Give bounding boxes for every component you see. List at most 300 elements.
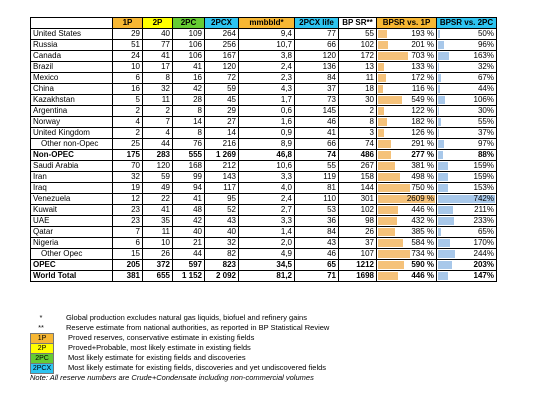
bar-value-label: 106% bbox=[473, 95, 494, 104]
table-row bbox=[31, 73, 497, 84]
table-row bbox=[31, 216, 497, 227]
cell-1p: 16 bbox=[113, 84, 143, 95]
cell-2p: 2 bbox=[143, 106, 173, 117]
header-row bbox=[31, 18, 497, 29]
cell-1p: 10 bbox=[113, 62, 143, 73]
data-bar bbox=[438, 41, 444, 49]
bar-value-label: 446 % bbox=[411, 205, 434, 214]
cell-2p: 59 bbox=[143, 172, 173, 183]
data-bar bbox=[378, 85, 383, 93]
note-marker: ** bbox=[38, 323, 44, 332]
cell-bpsr-vs-2pc bbox=[437, 172, 497, 183]
cell-mmbbld: 2,3 bbox=[239, 73, 295, 84]
cell-country: OPEC bbox=[31, 260, 113, 271]
cell-2pcx-life: 84 bbox=[295, 227, 339, 238]
note-marker: * bbox=[39, 313, 43, 322]
cell-2p: 77 bbox=[143, 40, 173, 51]
cell-bpsr-vs-2pc bbox=[437, 117, 497, 128]
cell-mmbbld: 1,7 bbox=[239, 95, 295, 106]
cell-bpsr-vs-2pc bbox=[437, 128, 497, 139]
table-row bbox=[31, 161, 497, 172]
cell-country: Venezuela bbox=[31, 194, 113, 205]
cell-country: Saudi Arabia bbox=[31, 161, 113, 172]
cell-2pcx-life: 120 bbox=[295, 51, 339, 62]
cell-2pcx-life: 55 bbox=[295, 161, 339, 172]
cell-1p: 24 bbox=[113, 51, 143, 62]
cell-2p: 22 bbox=[143, 194, 173, 205]
cell-bpsr-vs-1p bbox=[377, 194, 437, 205]
bar-value-label: 37% bbox=[477, 128, 494, 137]
cell-2pcx: 32 bbox=[205, 238, 239, 249]
cell-2pc: 168 bbox=[173, 161, 205, 172]
cell-2pc: 14 bbox=[173, 117, 205, 128]
cell-country: Norway bbox=[31, 117, 113, 128]
bar-value-label: 172 % bbox=[411, 73, 434, 82]
cell-bpsr-vs-2pc bbox=[437, 51, 497, 62]
cell-1p: 23 bbox=[113, 205, 143, 216]
cell-mmbbld: 8,9 bbox=[239, 139, 295, 150]
header-bpsr-vs-2pc: BPSR vs. 2PC bbox=[437, 18, 497, 29]
cell-mmbbld: 0,9 bbox=[239, 128, 295, 139]
data-bar bbox=[378, 206, 398, 214]
cell-2pc: 21 bbox=[173, 238, 205, 249]
bar-value-label: 32% bbox=[477, 62, 494, 71]
cell-bp-sr: 486 bbox=[339, 150, 377, 161]
table-row bbox=[31, 194, 497, 205]
cell-2pc: 40 bbox=[173, 227, 205, 238]
cell-2pcx: 95 bbox=[205, 194, 239, 205]
cell-bpsr-vs-1p bbox=[377, 106, 437, 117]
data-bar bbox=[378, 140, 391, 148]
cell-2pc: 597 bbox=[173, 260, 205, 271]
data-bar bbox=[438, 140, 444, 148]
bar-value-label: 233% bbox=[473, 216, 494, 225]
bar-value-label: 30% bbox=[477, 106, 494, 115]
cell-2pc: 109 bbox=[173, 29, 205, 40]
bar-value-label: 97% bbox=[477, 139, 494, 148]
data-bar bbox=[378, 30, 387, 38]
cell-2p: 372 bbox=[143, 260, 173, 271]
cell-2pcx: 59 bbox=[205, 84, 239, 95]
header-2p: 2P bbox=[143, 18, 173, 29]
note-row bbox=[30, 363, 329, 373]
table-row bbox=[31, 117, 497, 128]
cell-2p: 655 bbox=[143, 271, 173, 282]
cell-bpsr-vs-1p bbox=[377, 29, 437, 40]
data-bar bbox=[438, 151, 443, 159]
cell-mmbbld: 3,8 bbox=[239, 51, 295, 62]
cell-mmbbld: 34,5 bbox=[239, 260, 295, 271]
note-text: Most likely estimate for existing fields and discoveries bbox=[68, 353, 246, 362]
note-row bbox=[30, 343, 329, 353]
data-bar bbox=[438, 129, 439, 137]
cell-2pcx: 72 bbox=[205, 73, 239, 84]
cell-2pc: 555 bbox=[173, 150, 205, 161]
bar-value-label: 193 % bbox=[411, 29, 434, 38]
cell-2pcx: 52 bbox=[205, 205, 239, 216]
cell-1p: 15 bbox=[113, 249, 143, 260]
cell-bp-sr: 37 bbox=[339, 238, 377, 249]
cell-mmbbld: 4,0 bbox=[239, 183, 295, 194]
table-row bbox=[31, 271, 497, 282]
cell-bpsr-vs-2pc bbox=[437, 95, 497, 106]
header-bp-sr: BP SR** bbox=[339, 18, 377, 29]
table-row bbox=[31, 260, 497, 271]
cell-country: Qatar bbox=[31, 227, 113, 238]
cell-bpsr-vs-2pc bbox=[437, 183, 497, 194]
data-bar bbox=[378, 118, 387, 126]
cell-2pcx: 45 bbox=[205, 95, 239, 106]
cell-mmbbld: 2,0 bbox=[239, 238, 295, 249]
cell-2pc: 44 bbox=[173, 249, 205, 260]
bar-value-label: 44% bbox=[477, 84, 494, 93]
note-row bbox=[30, 353, 329, 363]
cell-mmbbld: 3,3 bbox=[239, 216, 295, 227]
cell-country: United States bbox=[31, 29, 113, 40]
data-bar bbox=[438, 217, 454, 225]
cell-country: Brazil bbox=[31, 62, 113, 73]
cell-bpsr-vs-2pc bbox=[437, 139, 497, 150]
data-bar bbox=[378, 272, 398, 280]
bar-value-label: 170% bbox=[473, 238, 494, 247]
cell-2pcx-life: 119 bbox=[295, 172, 339, 183]
bar-value-label: 182 % bbox=[411, 117, 434, 126]
cell-2pcx-life: 36 bbox=[295, 216, 339, 227]
cell-2pc: 99 bbox=[173, 172, 205, 183]
cell-bpsr-vs-2pc bbox=[437, 227, 497, 238]
table-row bbox=[31, 62, 497, 73]
bar-value-label: 750 % bbox=[411, 183, 434, 192]
bar-value-label: 703 % bbox=[411, 51, 434, 60]
cell-2pc: 42 bbox=[173, 84, 205, 95]
bar-value-label: 159% bbox=[473, 172, 494, 181]
cell-2p: 11 bbox=[143, 227, 173, 238]
cell-bp-sr: 98 bbox=[339, 216, 377, 227]
cell-1p: 2 bbox=[113, 128, 143, 139]
data-bar bbox=[438, 118, 441, 126]
cell-bpsr-vs-2pc bbox=[437, 62, 497, 73]
bar-value-label: 446 % bbox=[411, 271, 434, 280]
cell-2pcx-life: 84 bbox=[295, 73, 339, 84]
cell-bpsr-vs-2pc bbox=[437, 194, 497, 205]
bar-value-label: 2609 % bbox=[406, 194, 434, 203]
cell-bpsr-vs-1p bbox=[377, 172, 437, 183]
table-row bbox=[31, 84, 497, 95]
cell-bp-sr: 144 bbox=[339, 183, 377, 194]
cell-2pcx: 212 bbox=[205, 161, 239, 172]
bar-value-label: 584 % bbox=[411, 238, 434, 247]
cell-bpsr-vs-1p bbox=[377, 51, 437, 62]
cell-bp-sr: 3 bbox=[339, 128, 377, 139]
cell-2pcx-life: 37 bbox=[295, 84, 339, 95]
cell-2pcx-life: 53 bbox=[295, 205, 339, 216]
data-bar bbox=[438, 184, 448, 192]
data-bar bbox=[378, 74, 386, 82]
cell-2p: 8 bbox=[143, 73, 173, 84]
cell-country: Canada bbox=[31, 51, 113, 62]
legend-notes bbox=[30, 313, 329, 383]
data-bar bbox=[438, 272, 448, 280]
data-bar bbox=[378, 173, 400, 181]
cell-2pcx: 167 bbox=[205, 51, 239, 62]
cell-country: Other Opec bbox=[31, 249, 113, 260]
data-bar bbox=[438, 63, 439, 71]
bar-value-label: 65% bbox=[477, 227, 494, 236]
cell-mmbbld: 10,6 bbox=[239, 161, 295, 172]
cell-bpsr-vs-1p bbox=[377, 84, 437, 95]
cell-bpsr-vs-1p bbox=[377, 62, 437, 73]
cell-2pcx: 823 bbox=[205, 260, 239, 271]
cell-2pcx-life: 145 bbox=[295, 106, 339, 117]
cell-bp-sr: 18 bbox=[339, 84, 377, 95]
cell-2pcx: 143 bbox=[205, 172, 239, 183]
legend-swatch: 1P bbox=[30, 333, 54, 344]
cell-bpsr-vs-1p bbox=[377, 271, 437, 282]
cell-country: Nigeria bbox=[31, 238, 113, 249]
cell-2pcx: 120 bbox=[205, 62, 239, 73]
cell-mmbbld: 9,4 bbox=[239, 29, 295, 40]
cell-2pcx-life: 136 bbox=[295, 62, 339, 73]
bar-value-label: 549 % bbox=[411, 95, 434, 104]
cell-2pcx-life: 74 bbox=[295, 150, 339, 161]
bar-value-label: 381 % bbox=[411, 161, 434, 170]
cell-bp-sr: 301 bbox=[339, 194, 377, 205]
table-row bbox=[31, 40, 497, 51]
header-country bbox=[31, 18, 113, 29]
note-row bbox=[30, 313, 329, 323]
cell-country: China bbox=[31, 84, 113, 95]
bar-value-label: 590 % bbox=[411, 260, 434, 269]
cell-2pc: 41 bbox=[173, 194, 205, 205]
bar-value-label: 88% bbox=[477, 150, 494, 159]
cell-mmbbld: 2,4 bbox=[239, 194, 295, 205]
note-text: Proved+Probable, most likely estimate in existing fields bbox=[68, 343, 251, 352]
cell-country: UAE bbox=[31, 216, 113, 227]
header-2pc: 2PC bbox=[173, 18, 205, 29]
cell-bpsr-vs-1p bbox=[377, 128, 437, 139]
cell-2pcx: 216 bbox=[205, 139, 239, 150]
bar-value-label: 96% bbox=[477, 40, 494, 49]
note-text: Reserve estimate from national authorities, as reported in BP Statistical Review bbox=[66, 323, 330, 332]
bar-value-label: 163% bbox=[473, 51, 494, 60]
cell-2pc: 8 bbox=[173, 106, 205, 117]
cell-country: Mexico bbox=[31, 73, 113, 84]
cell-2pcx: 2 092 bbox=[205, 271, 239, 282]
data-bar bbox=[438, 85, 440, 93]
cell-bpsr-vs-2pc bbox=[437, 260, 497, 271]
cell-mmbbld: 46,8 bbox=[239, 150, 295, 161]
data-bar bbox=[378, 162, 395, 170]
cell-bp-sr: 74 bbox=[339, 139, 377, 150]
data-bar bbox=[378, 129, 384, 137]
table-row bbox=[31, 227, 497, 238]
cell-1p: 70 bbox=[113, 161, 143, 172]
cell-bp-sr: 8 bbox=[339, 117, 377, 128]
data-bar bbox=[438, 228, 441, 236]
cell-country: Iran bbox=[31, 172, 113, 183]
cell-2p: 35 bbox=[143, 216, 173, 227]
note-text: Global production excludes natural gas liquids, biofuel and refinery gains bbox=[66, 313, 307, 322]
bar-value-label: 734 % bbox=[411, 249, 434, 258]
table-row bbox=[31, 106, 497, 117]
cell-2p: 7 bbox=[143, 117, 173, 128]
cell-bp-sr: 30 bbox=[339, 95, 377, 106]
header-1p: 1P bbox=[113, 18, 143, 29]
cell-bpsr-vs-2pc bbox=[437, 238, 497, 249]
bar-value-label: 291 % bbox=[411, 139, 434, 148]
data-bar bbox=[378, 217, 397, 225]
cell-2pcx: 82 bbox=[205, 249, 239, 260]
table-row bbox=[31, 238, 497, 249]
data-bar bbox=[438, 52, 449, 60]
data-bar bbox=[378, 239, 403, 247]
cell-bpsr-vs-2pc bbox=[437, 84, 497, 95]
cell-2p: 283 bbox=[143, 150, 173, 161]
bar-value-label: 126 % bbox=[411, 128, 434, 137]
cell-2p: 41 bbox=[143, 51, 173, 62]
cell-bp-sr: 1212 bbox=[339, 260, 377, 271]
cell-2pcx-life: 71 bbox=[295, 271, 339, 282]
bar-value-label: 211% bbox=[474, 205, 494, 214]
cell-bpsr-vs-1p bbox=[377, 249, 437, 260]
cell-2pcx-life: 46 bbox=[295, 249, 339, 260]
cell-country: Argentina bbox=[31, 106, 113, 117]
cell-2pc: 41 bbox=[173, 62, 205, 73]
bar-value-label: 67% bbox=[477, 73, 494, 82]
table-row bbox=[31, 29, 497, 40]
table-row bbox=[31, 150, 497, 161]
cell-2pc: 1 152 bbox=[173, 271, 205, 282]
cell-mmbbld: 2,7 bbox=[239, 205, 295, 216]
cell-bpsr-vs-2pc bbox=[437, 249, 497, 260]
cell-country: Non-OPEC bbox=[31, 150, 113, 161]
cell-bpsr-vs-1p bbox=[377, 216, 437, 227]
data-bar bbox=[438, 239, 450, 247]
bar-value-label: 122 % bbox=[411, 106, 434, 115]
data-bar bbox=[438, 30, 440, 38]
cell-2p: 41 bbox=[143, 205, 173, 216]
data-bar bbox=[438, 96, 445, 104]
cell-mmbbld: 0,6 bbox=[239, 106, 295, 117]
header-bpsr-vs-1p: BPSR vs. 1P bbox=[377, 18, 437, 29]
cell-bp-sr: 26 bbox=[339, 227, 377, 238]
cell-country: Iraq bbox=[31, 183, 113, 194]
cell-country: Kazakhstan bbox=[31, 95, 113, 106]
cell-2p: 120 bbox=[143, 161, 173, 172]
cell-1p: 19 bbox=[113, 183, 143, 194]
cell-bpsr-vs-1p bbox=[377, 117, 437, 128]
data-bar bbox=[378, 96, 402, 104]
cell-2pcx: 264 bbox=[205, 29, 239, 40]
cell-bpsr-vs-2pc bbox=[437, 216, 497, 227]
cell-2pc: 16 bbox=[173, 73, 205, 84]
cell-1p: 205 bbox=[113, 260, 143, 271]
cell-2pcx: 29 bbox=[205, 106, 239, 117]
cell-bpsr-vs-1p bbox=[377, 183, 437, 194]
cell-2pc: 106 bbox=[173, 51, 205, 62]
cell-2pc: 28 bbox=[173, 95, 205, 106]
cell-bpsr-vs-2pc bbox=[437, 150, 497, 161]
cell-2p: 10 bbox=[143, 238, 173, 249]
cell-bpsr-vs-1p bbox=[377, 161, 437, 172]
cell-1p: 12 bbox=[113, 194, 143, 205]
cell-bpsr-vs-1p bbox=[377, 205, 437, 216]
cell-mmbbld: 10,7 bbox=[239, 40, 295, 51]
cell-bpsr-vs-2pc bbox=[437, 161, 497, 172]
cell-bpsr-vs-2pc bbox=[437, 29, 497, 40]
cell-2pcx: 43 bbox=[205, 216, 239, 227]
cell-bpsr-vs-1p bbox=[377, 227, 437, 238]
cell-1p: 29 bbox=[113, 29, 143, 40]
cell-2pc: 76 bbox=[173, 139, 205, 150]
cell-bp-sr: 107 bbox=[339, 249, 377, 260]
table-row bbox=[31, 183, 497, 194]
bar-value-label: 203% bbox=[473, 260, 494, 269]
cell-2pc: 106 bbox=[173, 40, 205, 51]
cell-1p: 7 bbox=[113, 227, 143, 238]
cell-1p: 4 bbox=[113, 117, 143, 128]
cell-bpsr-vs-1p bbox=[377, 95, 437, 106]
data-bar bbox=[378, 250, 410, 258]
table-row bbox=[31, 249, 497, 260]
cell-mmbbld: 2,4 bbox=[239, 62, 295, 73]
cell-2p: 4 bbox=[143, 128, 173, 139]
data-bar bbox=[438, 261, 452, 269]
cell-bpsr-vs-2pc bbox=[437, 271, 497, 282]
cell-2p: 26 bbox=[143, 249, 173, 260]
cell-2pc: 8 bbox=[173, 128, 205, 139]
cell-2pcx-life: 66 bbox=[295, 139, 339, 150]
cell-2pcx: 40 bbox=[205, 227, 239, 238]
cell-bp-sr: 172 bbox=[339, 51, 377, 62]
cell-mmbbld: 4,9 bbox=[239, 249, 295, 260]
table-row bbox=[31, 172, 497, 183]
cell-2p: 32 bbox=[143, 84, 173, 95]
bar-value-label: 742% bbox=[473, 194, 494, 203]
cell-2p: 40 bbox=[143, 29, 173, 40]
cell-2p: 49 bbox=[143, 183, 173, 194]
note-text: Most likely estimate for existing fields, discoveries and yet undiscovered fields bbox=[68, 363, 327, 372]
legend-swatch: 2PC bbox=[30, 353, 54, 364]
cell-country: United Kingdom bbox=[31, 128, 113, 139]
cell-bpsr-vs-2pc bbox=[437, 106, 497, 117]
cell-2pcx-life: 43 bbox=[295, 238, 339, 249]
cell-1p: 381 bbox=[113, 271, 143, 282]
cell-2pcx: 1 269 bbox=[205, 150, 239, 161]
data-bar bbox=[438, 74, 441, 82]
cell-bp-sr: 1698 bbox=[339, 271, 377, 282]
table-row bbox=[31, 205, 497, 216]
bar-value-label: 133 % bbox=[411, 62, 434, 71]
cell-country: Kuwait bbox=[31, 205, 113, 216]
cell-bp-sr: 267 bbox=[339, 161, 377, 172]
cell-2pcx-life: 73 bbox=[295, 95, 339, 106]
bar-value-label: 147% bbox=[473, 271, 494, 280]
cell-2pcx-life: 41 bbox=[295, 128, 339, 139]
cell-1p: 6 bbox=[113, 238, 143, 249]
header-mmbbld: mmbbld* bbox=[239, 18, 295, 29]
bar-value-label: 55% bbox=[477, 117, 494, 126]
cell-1p: 175 bbox=[113, 150, 143, 161]
cell-1p: 51 bbox=[113, 40, 143, 51]
cell-1p: 6 bbox=[113, 73, 143, 84]
cell-1p: 32 bbox=[113, 172, 143, 183]
table-row bbox=[31, 128, 497, 139]
cell-bpsr-vs-1p bbox=[377, 73, 437, 84]
data-bar bbox=[378, 41, 388, 49]
cell-bp-sr: 102 bbox=[339, 40, 377, 51]
cell-bpsr-vs-2pc bbox=[437, 205, 497, 216]
